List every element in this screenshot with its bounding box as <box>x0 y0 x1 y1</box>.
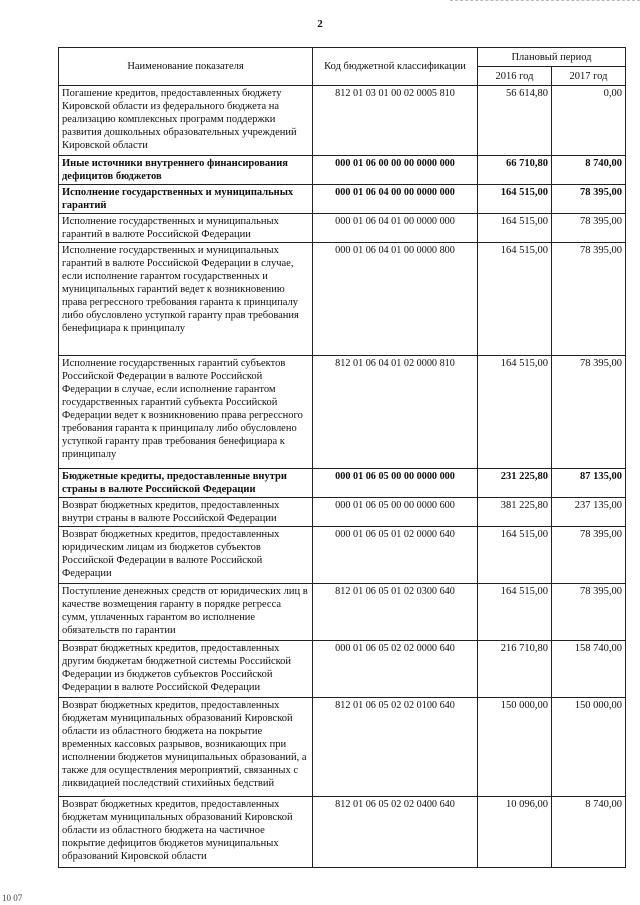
row-name: Возврат бюджетных кредитов, предоставленных другим бюджетам бюджетной системы Российской Федерации из бюджетов субъектов Российской Федерации в валюте Российской Федерации <box>59 641 313 698</box>
row-code: 000 01 06 04 01 00 0000 000 <box>313 214 478 243</box>
row-name: Возврат бюджетных кредитов, предоставленных бюджетам муниципальных образований Кировской области из областного бюджета на частичное покрытие дефицитов бюджетов муниципальных образований Кировской области <box>59 797 313 868</box>
table-row <box>59 469 626 498</box>
table-row <box>59 498 626 527</box>
row-name: Исполнение государственных и муниципальных гарантий в валюте Российской Федерации в случае, если исполнение гарантом государственных и муниципальных гарантий ведет к возникновению права регрессного требования гаранта к принципалу либо обусловлено уступкой гаранту прав требования бенефициара к принципалу <box>59 243 313 356</box>
row-code: 000 01 06 05 00 00 0000 600 <box>313 498 478 527</box>
row-value-2016: 231 225,80 <box>478 469 552 498</box>
header-year-2016: 2016 год <box>478 67 552 86</box>
row-name: Возврат бюджетных кредитов, предоставленных внутри страны в валюте Российской Федерации <box>59 498 313 527</box>
row-value-2017: 8 740,00 <box>552 797 626 868</box>
row-value-2016: 164 515,00 <box>478 243 552 356</box>
row-value-2017: 78 395,00 <box>552 356 626 469</box>
row-value-2016: 381 225,80 <box>478 498 552 527</box>
row-value-2017: 0,00 <box>552 86 626 156</box>
row-code: 812 01 06 04 01 02 0000 810 <box>313 356 478 469</box>
row-name: Погашение кредитов, предоставленных бюджету Кировской области из федерального бюджета на реализацию комплексных программ поддержки развития дошкольных образовательных учреждений Кировской области <box>59 86 313 156</box>
row-code: 812 01 03 01 00 02 0005 810 <box>313 86 478 156</box>
header-planned-period: Плановый период <box>478 48 626 67</box>
row-value-2017: 78 395,00 <box>552 185 626 214</box>
row-value-2016: 164 515,00 <box>478 214 552 243</box>
table-header-row <box>59 48 626 67</box>
row-name: Исполнение государственных и муниципальных гарантий <box>59 185 313 214</box>
budget-table <box>58 47 626 868</box>
row-value-2016: 164 515,00 <box>478 527 552 584</box>
table-row <box>59 185 626 214</box>
row-code: 000 01 06 05 02 02 0000 640 <box>313 641 478 698</box>
row-code: 812 01 06 05 02 02 0100 640 <box>313 698 478 797</box>
row-name: Бюджетные кредиты, предоставленные внутри страны в валюте Российской Федерации <box>59 469 313 498</box>
row-name: Поступление денежных средств от юридических лиц в качестве возмещения гаранту в порядке регресса сумм, уплаченных гарантом во исполнение обязательств по гарантии <box>59 584 313 641</box>
table-row <box>59 797 626 868</box>
corner-mark: 10 07 <box>2 893 23 903</box>
row-value-2017: 78 395,00 <box>552 214 626 243</box>
row-name: Иные источники внутреннего финансирования дефицитов бюджетов <box>59 156 313 185</box>
table-row <box>59 698 626 797</box>
row-value-2016: 10 096,00 <box>478 797 552 868</box>
table-row <box>59 356 626 469</box>
row-code: 000 01 06 04 01 00 0000 800 <box>313 243 478 356</box>
row-value-2017: 237 135,00 <box>552 498 626 527</box>
row-value-2016: 164 515,00 <box>478 584 552 641</box>
row-code: 812 01 06 05 01 02 0300 640 <box>313 584 478 641</box>
table-row <box>59 584 626 641</box>
table-row <box>59 86 626 156</box>
row-value-2016: 164 515,00 <box>478 185 552 214</box>
row-code: 812 01 06 05 02 02 0400 640 <box>313 797 478 868</box>
row-value-2017: 150 000,00 <box>552 698 626 797</box>
row-name: Исполнение государственных и муниципальных гарантий в валюте Российской Федерации <box>59 214 313 243</box>
row-value-2017: 158 740,00 <box>552 641 626 698</box>
row-value-2016: 66 710,80 <box>478 156 552 185</box>
table-row <box>59 641 626 698</box>
header-indicator-name: Наименование показателя <box>59 48 313 86</box>
row-value-2016: 150 000,00 <box>478 698 552 797</box>
table-row <box>59 214 626 243</box>
header-budget-code: Код бюджетной классификации <box>313 48 478 86</box>
row-value-2017: 8 740,00 <box>552 156 626 185</box>
table-row <box>59 527 626 584</box>
row-name: Исполнение государственных гарантий субъектов Российской Федерации в валюте Российской Федерации в случае, если исполнение гарантом государственных гарантий субъекта Российской Федерации ведет к возникновению права регрессного требования гаранта к принципалу либо обусловлено уступкой гаранту прав требования бенефициара к принципалу <box>59 356 313 469</box>
row-code: 000 01 06 04 00 00 0000 000 <box>313 185 478 214</box>
row-name: Возврат бюджетных кредитов, предоставленных бюджетам муниципальных образований Кировской области из областного бюджета на покрытие временных кассовых разрывов, возникающих при исполнении бюджетов муниципальных образований, а также для осуществления мероприятий, связанных с ликвидацией последствий стихийных бедствий <box>59 698 313 797</box>
row-value-2017: 78 395,00 <box>552 584 626 641</box>
row-code: 000 01 06 00 00 00 0000 000 <box>313 156 478 185</box>
row-value-2016: 164 515,00 <box>478 356 552 469</box>
row-value-2016: 216 710,80 <box>478 641 552 698</box>
row-code: 000 01 06 05 00 00 0000 000 <box>313 469 478 498</box>
row-value-2017: 78 395,00 <box>552 527 626 584</box>
header-year-2017: 2017 год <box>552 67 626 86</box>
table-row <box>59 156 626 185</box>
row-name: Возврат бюджетных кредитов, предоставленных юридическим лицам из бюджетов субъектов Российской Федерации в валюте Российской Федерации <box>59 527 313 584</box>
page-number: 2 <box>317 18 323 30</box>
row-value-2017: 87 135,00 <box>552 469 626 498</box>
top-edge-rule <box>450 0 640 1</box>
row-code: 000 01 06 05 01 02 0000 640 <box>313 527 478 584</box>
row-value-2017: 78 395,00 <box>552 243 626 356</box>
row-value-2016: 56 614,80 <box>478 86 552 156</box>
table-row <box>59 243 626 356</box>
